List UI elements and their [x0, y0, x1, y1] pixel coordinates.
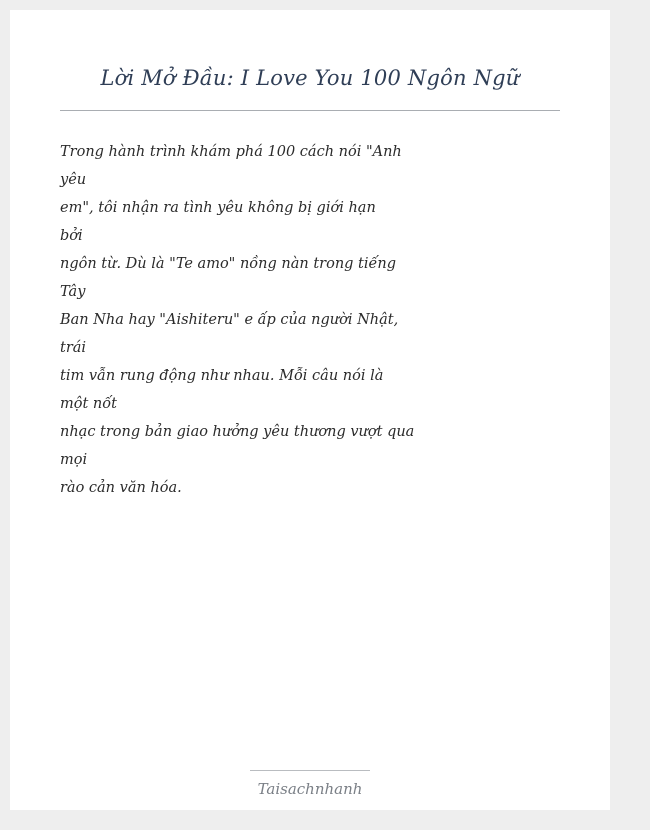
page-title: Lời Mở Đầu: I Love You 100 Ngôn Ngữ [100, 66, 520, 90]
body-line: Ban Nha hay "Aishiteru" e ấp của người Nhật, [60, 312, 399, 328]
footer-divider [250, 770, 370, 771]
body-line: em", tôi nhận ra tình yêu không bị giới hạn [60, 200, 376, 216]
document-page [10, 10, 610, 810]
body-line: Tây [60, 284, 86, 300]
body-line: nhạc trong bản giao hưởng yêu thương vượt qua [60, 424, 415, 440]
body-line: Trong hành trình khám phá 100 cách nói "Anh [60, 144, 402, 160]
body-line: ngôn từ. Dù là "Te amo" nồng nàn trong tiếng [60, 256, 397, 272]
body-line: tim vẫn rung động như nhau. Mỗi câu nói là [60, 368, 384, 384]
body-line: yêu [60, 172, 87, 188]
body-line: trái [60, 340, 87, 356]
body-line: rào cản văn hóa. [60, 480, 182, 496]
body-line: bởi [60, 228, 83, 244]
body-line: một nốt [60, 396, 117, 412]
title-divider [60, 110, 560, 111]
body-paragraph [60, 138, 415, 502]
footer-brand: Taisachnhanh [257, 780, 363, 798]
body-line: mọi [60, 452, 88, 468]
